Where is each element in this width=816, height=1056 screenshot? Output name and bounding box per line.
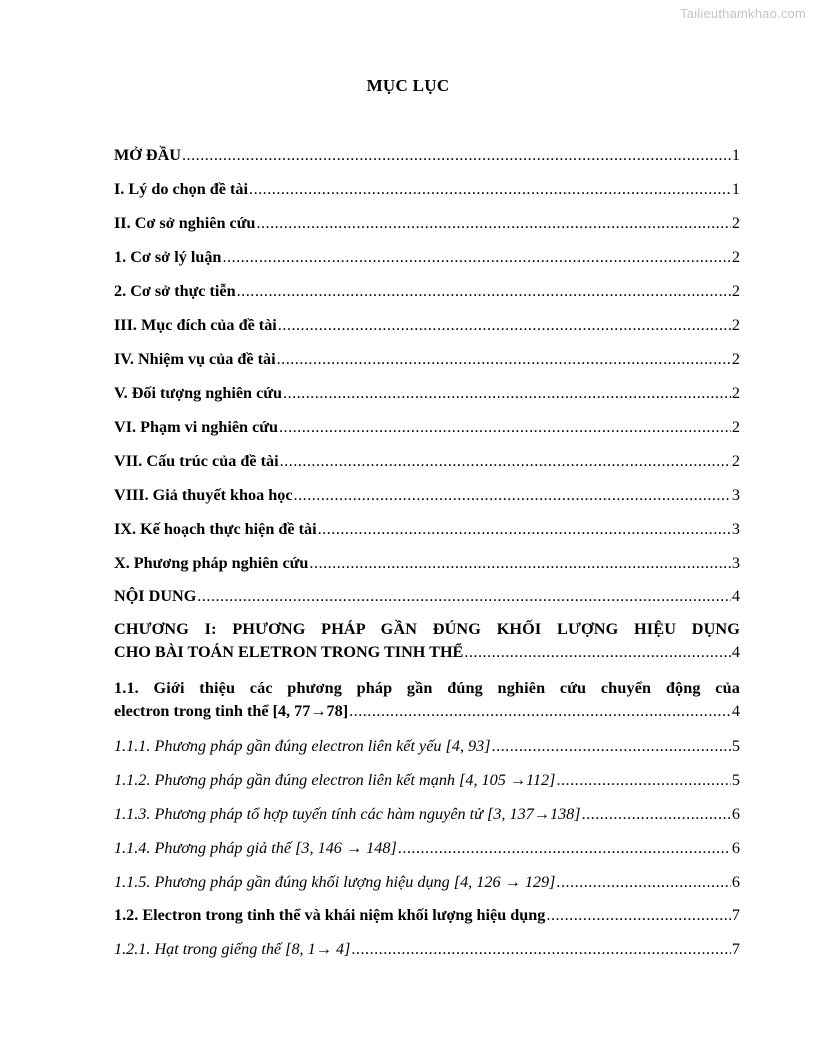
toc-entry[interactable]: 1. Cơ sở lý luận ..... 2	[114, 246, 740, 269]
toc-entry[interactable]: I. Lý do chọn đề tài ..... 1	[114, 178, 740, 201]
toc-entry[interactable]: 1.1.2. Phương pháp gần đúng electron liên kết mạnh [4, 105 →112] ..... 5	[114, 769, 740, 792]
toc-entry-line1: CHƯƠNG I: PHƯƠNG PHÁP GẦN ĐÚNG KHỐI LƯỢNG HIỆU DỤNG	[114, 620, 740, 638]
toc-entry[interactable]: 1.1.5. Phương pháp gần đúng khối lượng hiệu dụng [4, 126 → 129] ..... 6	[114, 871, 740, 894]
toc-entry[interactable]: 1.1.4. Phương pháp giả thế [3, 146 → 148] ..... 6	[114, 837, 740, 860]
toc-entry[interactable]: NỘI DUNG ..... 4	[114, 585, 740, 608]
toc-entry[interactable]: 2. Cơ sở thực tiễn ..... 2	[114, 280, 740, 303]
toc-entry-line1: 1.1. Giới thiệu các phương pháp gần đúng nghiên cứu chuyển động của	[114, 679, 740, 697]
toc-entry[interactable]: 1.2. Electron trong tinh thể và khái niệm khối lượng hiệu dụng ..... 7	[114, 904, 740, 927]
toc-entry[interactable]: III. Mục đích của đề tài ..... 2	[114, 314, 740, 337]
toc-entry[interactable]: 1.1.1. Phương pháp gần đúng electron liên kết yếu [4, 93] ..... 5	[114, 735, 740, 758]
toc-entry[interactable]: 1.1. Giới thiệu các phương pháp gần đúng nghiên cứu chuyển động của electron trong tinh thể [4, 77→78] ..... 4	[114, 677, 740, 723]
toc-entry[interactable]: II. Cơ sở nghiên cứu ..... 2	[114, 212, 740, 235]
toc-entry[interactable]: VII. Cấu trúc của đề tài ..... 2	[114, 450, 740, 473]
toc-entry[interactable]: IV. Nhiệm vụ của đề tài ..... 2	[114, 348, 740, 371]
toc-entry[interactable]: 1.2.1. Hạt trong giếng thế [8, 1→ 4] ..... 7	[114, 938, 740, 961]
toc-entry[interactable]: VIII. Giả thuyết khoa học ..... 3	[114, 484, 740, 507]
toc-entry[interactable]: IX. Kế hoạch thực hiện đề tài ..... 3	[114, 518, 740, 541]
toc-entry[interactable]: 1.1.3. Phương pháp tổ hợp tuyến tính các hàm nguyên tử [3, 137→138] ..... 6	[114, 803, 740, 826]
toc-entry[interactable]: CHƯƠNG I: PHƯƠNG PHÁP GẦN ĐÚNG KHỐI LƯỢNG HIỆU DỤNG CHO BÀI TOÁN ELETRON TRONG TINH THỂ ..... 4	[114, 618, 740, 664]
toc-entry[interactable]: X. Phương pháp nghiên cứu ..... 3	[114, 552, 740, 575]
toc-entry[interactable]: MỞ ĐẦU ..... 1	[114, 144, 740, 167]
toc-entry[interactable]: VI. Phạm vi nghiên cứu ..... 2	[114, 416, 740, 439]
watermark: Tailieuthamkhao.com	[680, 6, 806, 21]
page-title: MỤC LỤC	[366, 76, 450, 95]
toc-entry[interactable]: V. Đối tượng nghiên cứu ..... 2	[114, 382, 740, 405]
